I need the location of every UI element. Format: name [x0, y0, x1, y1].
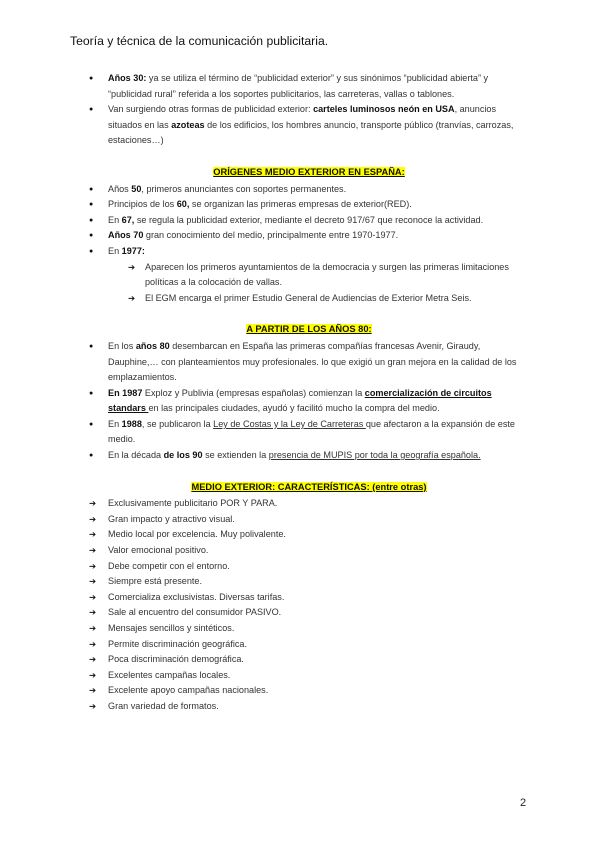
list-item: ● En 1977: ➔ Aparecen los primeros ayuntamientos de la democracia y surgen las primeras limitaciones políticas a la colocación de vallas. ➔ El EGM encarga el primer Estudio General de Audiencias de Exterior Metra Seis. [89, 244, 529, 306]
list-item: ➔ Siempre está presente. [89, 574, 529, 590]
list-item: ● Van surgiendo otras formas de publicidad exterior: carteles luminosos neón en USA, anuncios situados en las azoteas de los edificios, los hombres anuncio, transporte público (tranvías, carrozas, estaciones…) [89, 102, 529, 149]
sub-list-item: ➔ Aparecen los primeros ayuntamientos de la democracia y surgen las primeras limitaciones políticas a la colocación de vallas. [108, 260, 529, 291]
list-item: ● Años 70 gran conocimiento del medio, principalmente entre 1970-1977. [89, 228, 529, 244]
sub-list-item: ➔ El EGM encarga el primer Estudio General de Audiencias de Exterior Metra Seis. [108, 291, 529, 307]
list-item: ➔ Poca discriminación demográfica. [89, 652, 529, 668]
origenes-sublist [108, 260, 529, 307]
list-item: ➔ Debe competir con el entorno. [89, 559, 529, 575]
section-title-origenes: ORÍGENES MEDIO EXTERIOR EN ESPAÑA: [213, 166, 405, 177]
section-title-caracteristicas: MEDIO EXTERIOR: CARACTERÍSTICAS: (entre otras) [191, 481, 427, 492]
list-item: ➔ Valor emocional positivo. [89, 543, 529, 559]
list-item: ● En 67, se regula la publicidad exterior, mediante el decreto 917/67 que reconoce la actividad. [89, 213, 529, 229]
list-item: ➔ Excelente apoyo campañas nacionales. [89, 683, 529, 699]
section-title-anos80: A PARTIR DE LOS AÑOS 80: [246, 324, 372, 335]
list-item: ● Años 50, primeros anunciantes con soportes permanentes. [89, 182, 529, 198]
list-item: ● En los años 80 desembarcan en España las primeras compañías francesas Avenir, Giraudy, Dauphine,… con planteamientos muy profesionales. lo que exigió un gran mejora en la calidad de los emplazamientos. [89, 339, 529, 386]
list-item: ➔ Medio local por excelencia. Muy polivalente. [89, 527, 529, 543]
list-item: ➔ Comercializa exclusivistas. Diversas tarifas. [89, 590, 529, 606]
page-number: 2 [520, 797, 527, 809]
intro-list [89, 71, 529, 149]
list-item: ● En la década de los 90 se extienden la presencia de MUPIS por toda la geografía española. [89, 448, 529, 464]
origenes-list [89, 182, 529, 307]
list-item: ● Años 30: ya se utiliza el término de “publicidad exterior” y sus sinónimos “publicidad abierta” y “publicidad rural” referida a los soportes publicitarios, las carreteras, vallas o tablones. [89, 71, 529, 102]
list-item: ➔ Permite discriminación geográfica. [89, 637, 529, 653]
list-item: ● Principios de los 60, se organizan las primeras empresas de exterior(RED). [89, 197, 529, 213]
list-item: ➔ Gran variedad de formatos. [89, 699, 529, 715]
page-header: Teoría y técnica de la comunicación publicitaria. [70, 34, 329, 48]
list-item: ● En 1988, se publicaron la Ley de Costas y la Ley de Carreteras que afectaron a la expansión de este medio. [89, 417, 529, 448]
list-item: ● En 1987 Exploz y Publivia (empresas españolas) comienzan la comercialización de circuitos standars en las principales ciudades, ayudó y facilitó mucho la compra del medio. [89, 386, 529, 417]
list-item: ➔ Exclusivamente publicitario POR Y PARA. [89, 496, 529, 512]
list-item: ➔ Sale al encuentro del consumidor PASIVO. [89, 605, 529, 621]
list-item: ➔ Mensajes sencillos y sintéticos. [89, 621, 529, 637]
list-item: ➔ Excelentes campañas locales. [89, 668, 529, 684]
caracteristicas-list [89, 496, 529, 714]
document-body [89, 71, 529, 715]
anos80-list [89, 339, 529, 464]
list-item: ➔ Gran impacto y atractivo visual. [89, 512, 529, 528]
